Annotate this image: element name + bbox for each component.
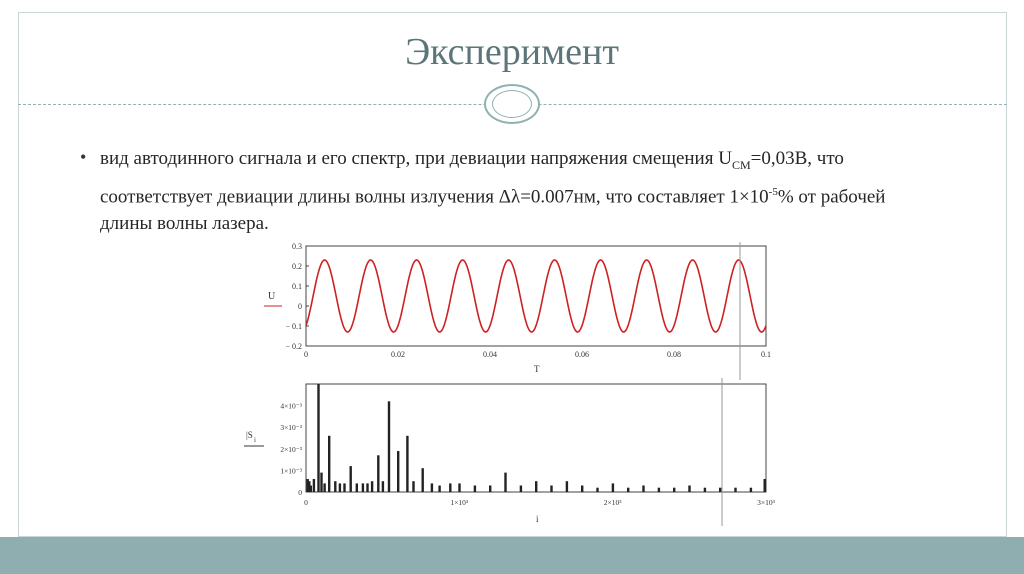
signal-ylabel: U (268, 291, 276, 302)
signal-ytick-label: 0 (298, 302, 302, 311)
spectrum-xtick-label: 1×10³ (450, 498, 469, 507)
spectrum-bar (550, 486, 552, 493)
spectrum-chart (244, 384, 776, 524)
spectrum-bar (343, 483, 345, 492)
signal-ytick-label: − 0.2 (285, 342, 302, 351)
spectrum-bar (323, 483, 325, 492)
spectrum-bar (382, 481, 384, 492)
spectrum-bar (750, 488, 752, 492)
spectrum-xtick-label: 3×10³ (757, 498, 775, 507)
spectrum-bar (474, 486, 476, 493)
spectrum-bar (317, 384, 319, 492)
spectrum-bar (688, 486, 690, 493)
spectrum-ytick-label: 1×10⁻³ (280, 466, 302, 476)
spectrum-bar (366, 483, 368, 492)
signal-plot-area (306, 246, 766, 346)
spectrum-bar (334, 481, 336, 492)
spectrum-bar (719, 488, 721, 492)
spectrum-bar (412, 481, 414, 492)
signal-xtick-label: 0.06 (575, 350, 589, 359)
spectrum-bar (339, 483, 341, 492)
spectrum-xtick-label: 0 (304, 498, 308, 507)
ornament-inner-ring-icon (492, 90, 532, 118)
spectrum-bar (612, 483, 614, 492)
spectrum-bar (328, 436, 330, 492)
spectrum-plot-area (306, 384, 766, 492)
spectrum-bar (596, 488, 598, 492)
spectrum-bar (489, 486, 491, 493)
spectrum-ytick-label: 2×10⁻³ (280, 444, 302, 454)
spectrum-bar (581, 486, 583, 493)
spectrum-bar (431, 483, 433, 492)
spectrum-bar (520, 486, 522, 493)
spectrum-bar (350, 466, 352, 492)
plots-figure (246, 242, 788, 532)
spectrum-xtick-label: 2×10³ (603, 498, 622, 507)
signal-ytick-label: 0.1 (292, 282, 302, 291)
spectrum-ytick-label: 3×10⁻³ (280, 423, 302, 433)
spectrum-bar (566, 481, 568, 492)
bullet-text-subscript: СМ (731, 157, 751, 172)
spectrum-ylabel-subscript: i (254, 436, 256, 444)
spectrum-ylabel-main: |S (246, 430, 253, 440)
spectrum-bar (642, 486, 644, 493)
spectrum-bar (310, 486, 312, 493)
spectrum-ytick-label: 4×10⁻³ (280, 401, 302, 411)
signal-ytick-label: 0.2 (292, 262, 302, 271)
spectrum-bar (397, 451, 399, 492)
signal-xlabel: T (534, 364, 540, 374)
spectrum-bar (377, 455, 379, 492)
spectrum-bar (673, 488, 675, 492)
spectrum-bar (356, 483, 358, 492)
spectrum-bar (422, 468, 424, 492)
spectrum-bar (449, 483, 451, 492)
spectrum-bar (627, 488, 629, 492)
spectrum-bar (504, 473, 506, 492)
signal-xtick-label: 0.02 (391, 350, 405, 359)
bullet-text-part1: вид автодинного сигнала и его спектр, при девиации напряжения смещения U (100, 148, 732, 169)
spectrum-bar (371, 481, 373, 492)
spectrum-bar (458, 483, 460, 492)
signal-xtick-label: 0.08 (667, 350, 681, 359)
signal-xtick-label: 0.04 (483, 350, 497, 359)
spectrum-bar (406, 436, 408, 492)
bullet-marker: • (80, 147, 87, 167)
signal-xtick-label: 0 (304, 350, 308, 359)
signal-xtick-label: 0.1 (761, 350, 771, 359)
spectrum-bar (764, 479, 766, 492)
bullet-text (100, 145, 920, 237)
bullet-text-superscript: -5 (768, 185, 778, 198)
spectrum-bar (320, 473, 322, 492)
spectrum-bar (362, 483, 364, 492)
slide-title: Эксперимент (405, 31, 619, 73)
spectrum-ytick-label: 0 (298, 488, 302, 497)
spectrum-xlabel: i (536, 514, 539, 524)
footer-bar (0, 537, 1024, 574)
spectrum-bar (734, 488, 736, 492)
spectrum-bar (535, 481, 537, 492)
signal-chart (264, 242, 771, 374)
spectrum-bar (388, 401, 390, 492)
bullet-text-part3: % от рабочей длины волны лазера. (100, 186, 886, 235)
signal-ytick-label: − 0.1 (285, 322, 302, 331)
spectrum-bar (704, 488, 706, 492)
signal-ytick-label: 0.3 (292, 242, 302, 251)
spectrum-bar (438, 486, 440, 493)
spectrum-bar (313, 479, 315, 492)
bullet-text-part2: =0,03В, что соответствует девиации длины волны излучения Δλ=0.007нм, что составляет 1×10 (100, 148, 844, 208)
spectrum-bar (658, 488, 660, 492)
